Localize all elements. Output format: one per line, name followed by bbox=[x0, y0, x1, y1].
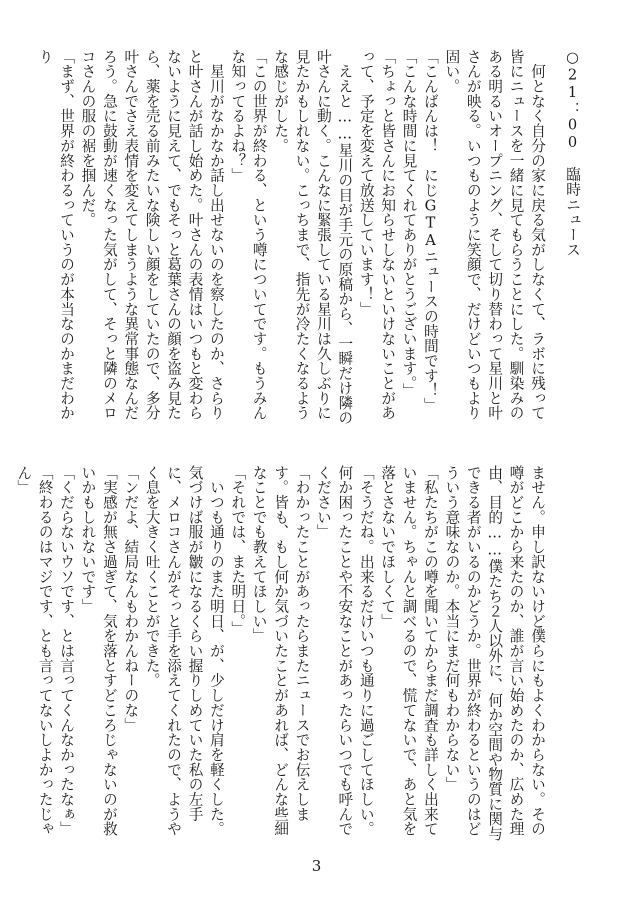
heading-marker: ○ bbox=[564, 49, 581, 67]
page-number: 3 bbox=[311, 857, 322, 875]
heading-title: 臨時ニュース bbox=[564, 166, 581, 258]
section-heading bbox=[560, 49, 584, 349]
heading-time: 21：00 bbox=[564, 66, 581, 152]
upper-text-block: 何となく自分の家に戻る気がしなくて、ラボに残って皆にニュースを一緒に見てもらうことにした。馴染みのある明るいオープニング、そして切り替わって星川と叶さんが映る。いつものように笑顔で、だけどいつもより固い。 「こんばんは！ にじGTAニュースの時間です！」 「こんな時間に見てくれてありがとうございます。」 「ちょっと皆さんにお知らせしないといけないことがあって、予定を変えて放送しています！」 ええと……星川の目が手元の原稿から、一瞬だけ隣の叶さんに動く。こんなに緊張している星川は久しぶりに見たかもしれない。こっちまで、指先が冷たくなるような感じがした。 「この世界が終わる、という噂についてです。もうみんな知ってるよね？」 星川がなかなか話し出せないのを察したのか、さらりと叶さんが話し始めた。叶さんの表情はいつもと変わらないように見えて、でもそっと葛葉さんの顔を盗み見たら、薬を売る前みたいな険しい顔をしていたので、多分叶さんでさえ表情を変えてしまうような異常事態なんだろう。急に鼓動が速くなった気がして、そっと隣のメロコさんの服の裾を掴んだ。 「まず、世界が終わるっていうのが本当なのかまだわかり bbox=[36, 49, 546, 426]
lower-text-block: ません。申し訳ないけど僕らにもよくわからない。その噂がどこから来たのか、誰が言い始めたのか、広めた理由、目的……僕たち２人以外に、何か空間や物質に関与できる者がいるのかどうか。世界が終わるというのはどういう意味なのか。本当にまだ何もわからない」 「私たちがこの噂を聞いてからまだ調査も詳しく出来ていません。ちゃんと調べるので、慌てないで、あと気を落とさないでほしくて」 「そうだね。出来るだけいつも通りに過ごしてほしい。何か困ったことや不安なことがあったらいつでも呼んでください」 「わかったことがあったらまたニュースでお伝えします。皆も、もし何か気づいたことがあれば、どんな些細なことでも教えてほしい」 「それでは、また明日。」 いつも通りのまた明日、が、少しだけ肩を軽くした。気づけば服が皺になるくらい握りしめていた私の左手に、メロコさんがそっと手を添えてくれたので、ようやく息を大きく吐くことができた。 「ンだよ、結局なんもわかんねーのな」 「実感が無さ過ぎて、気を落とすどころじゃないのが救いかもしれないです」 「くだらないウソです、とは言ってくんなかったなぁ」 「終わるのはマジです、とも言ってないしよかったじゃん」 bbox=[15, 465, 546, 842]
